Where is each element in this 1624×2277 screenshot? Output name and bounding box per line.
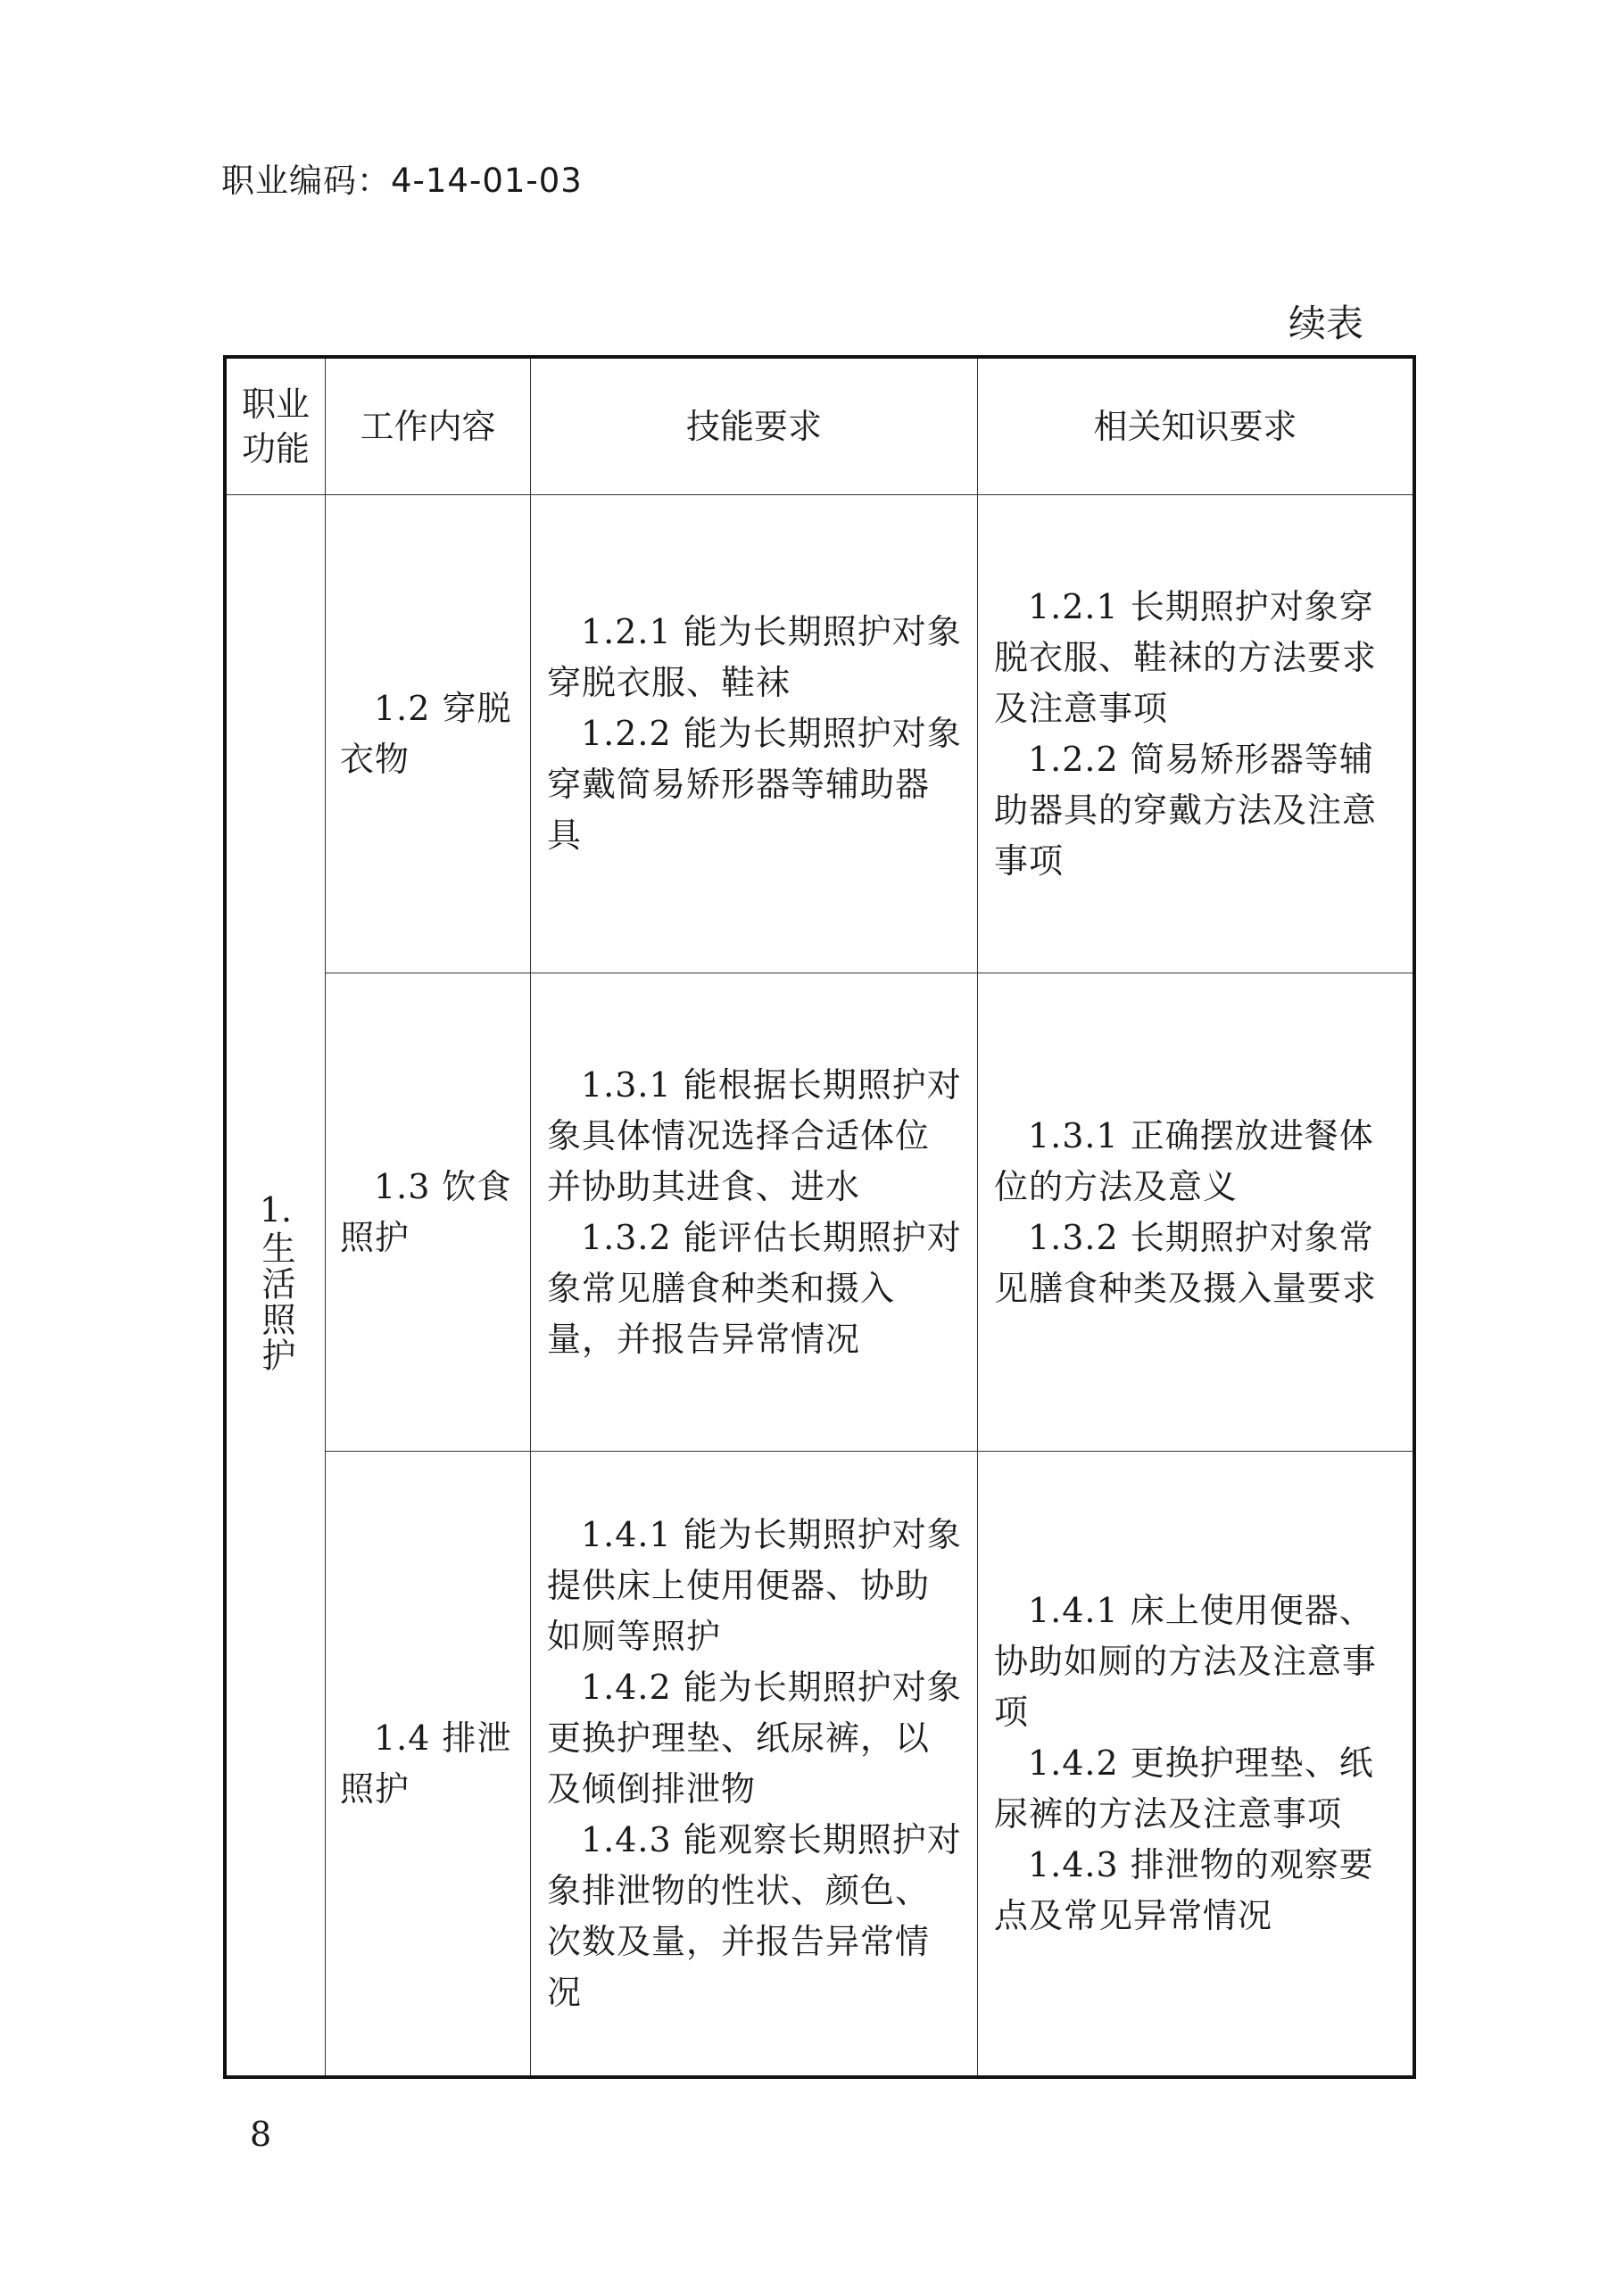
continued-label: 续表 [1288,302,1363,345]
header-occupational-function [225,357,326,495]
skill-item: 1.3.2 能评估长期照护对象常见膳食种类和摄入量，并报告异常情况 [547,1217,962,1359]
skills-cell [531,973,978,1452]
table-row [225,973,1414,1452]
skill-item: 1.2.1 能为长期照护对象穿脱衣服、鞋袜 [547,612,962,703]
knowledge-cell [978,973,1415,1452]
knowledge-cell [978,495,1415,973]
knowledge-item: 1.2.2 简易矫形器等辅助器具的穿戴方法及注意事项 [994,739,1378,881]
page-number: 8 [250,2115,272,2154]
knowledge-item: 1.4.3 排泄物的观察要点及常见异常情况 [994,1845,1374,1936]
knowledge-cell [978,1452,1415,2077]
work-content-cell [326,973,531,1452]
requirements-table [223,355,1416,2079]
skill-item: 1.2.2 能为长期照护对象穿戴简易矫形器等辅助器具 [547,714,962,856]
knowledge-item: 1.4.1 床上使用便器、协助如厕的方法及注意事项 [994,1591,1378,1733]
skills-cell [531,1452,978,2077]
work-content-cell [326,495,531,973]
skill-item: 1.4.3 能观察长期照护对象排泄物的性状、颜色、次数及量，并报告异常情况 [547,1819,962,2012]
knowledge-item: 1.4.2 更换护理垫、纸尿裤的方法及注意事项 [994,1743,1374,1834]
header-knowledge-requirements: 相关知识要求 [978,357,1415,495]
skill-item: 1.4.1 能为长期照护对象提供床上使用便器、协助如厕等照护 [547,1514,962,1656]
knowledge-item: 1.3.1 正确摆放进餐体位的方法及意义 [994,1115,1374,1206]
header-skill-requirements: 技能要求 [531,357,978,495]
skill-item: 1.3.1 能根据长期照护对象具体情况选择合适体位并协助其进食、进水 [547,1064,962,1206]
function-cell [225,495,326,2078]
table-row [225,1452,1414,2077]
skills-cell [531,495,978,973]
work-content-text: 1.4 排泄照护 [340,1718,512,1809]
work-content-text: 1.3 饮食照护 [340,1166,512,1257]
knowledge-item: 1.2.1 长期照护对象穿脱衣服、鞋袜的方法要求及注意事项 [994,586,1378,728]
function-name: 生活照护 [256,1230,295,1373]
occupation-code: 职业编码：4-14-01-03 [221,161,583,200]
header-work-content: 工作内容 [326,357,531,495]
header-occupational-function-label: 职业 功能 [241,385,310,468]
table-row [225,495,1414,973]
work-content-text: 1.2 穿脱衣物 [340,688,512,779]
table-header-row [225,357,1414,495]
function-number: 1. [259,1189,293,1230]
knowledge-item: 1.3.2 长期照护对象常见膳食种类及摄入量要求 [994,1217,1378,1308]
skill-item: 1.4.2 能为长期照护对象更换护理垫、纸尿裤，以及倾倒排泄物 [547,1667,962,1809]
work-content-cell [326,1452,531,2077]
